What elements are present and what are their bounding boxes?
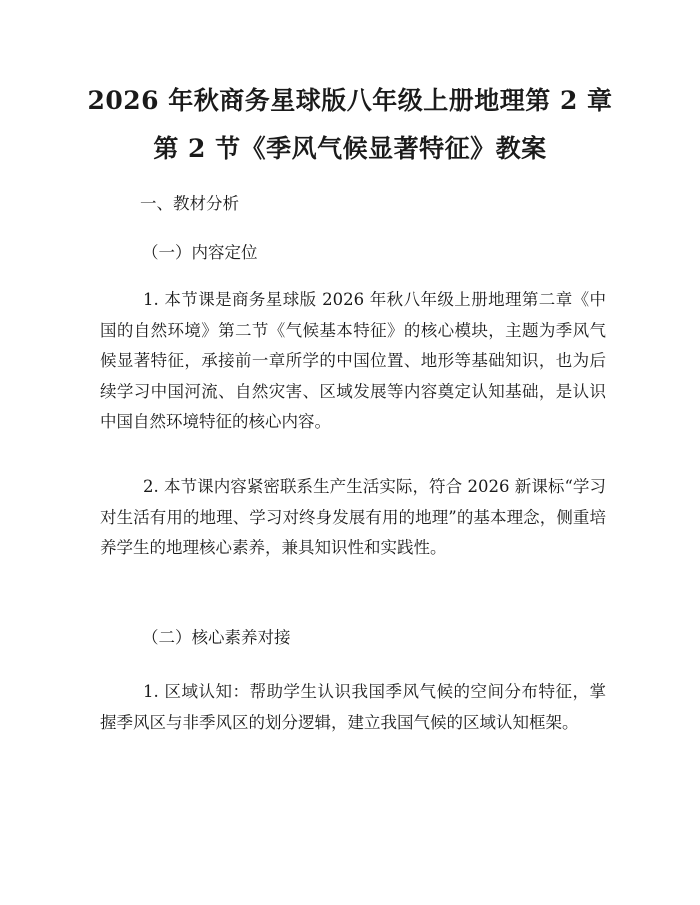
paragraph-core-literacy-1: 1. 区域认知：帮助学生认识我国季风气候的空间分布特征，掌握季风区与非季风区的划分逻辑，建立我国气候的区域认知框架。 xyxy=(100,682,606,732)
section-heading-textbook-analysis: 一、教材分析 xyxy=(140,194,239,213)
paragraph-content-positioning-1: 1. 本节课是商务星球版 2026 年秋八年级上册地理第二章《中国的自然环境》第二节《气候基本特征》的核心模块，主题为季风气候显著特征，承接前一章所学的中国位置、地形等基础知识，也为后续学习中国河流、自然灾害、区域发展等内容奠定认知基础，是认识中国自然环境特征的核心内容。 xyxy=(100,290,606,431)
subsection-heading-content-positioning: （一）内容定位 xyxy=(142,243,258,262)
subsection-heading-core-literacy: （二）核心素养对接 xyxy=(142,628,291,647)
document-title-line-2: 第 2 节《季风气候显著特征》教案 xyxy=(153,134,547,163)
document-title-line-1: 2026 年秋商务星球版八年级上册地理第 2 章 xyxy=(87,86,613,115)
paragraph-content-positioning-2: 2. 本节课内容紧密联系生产生活实际，符合 2026 新课标“学习对生活有用的地理、学习对终身发展有用的地理”的基本理念，侧重培养学生的地理核心素养，兼具知识性和实践性。 xyxy=(100,477,606,557)
